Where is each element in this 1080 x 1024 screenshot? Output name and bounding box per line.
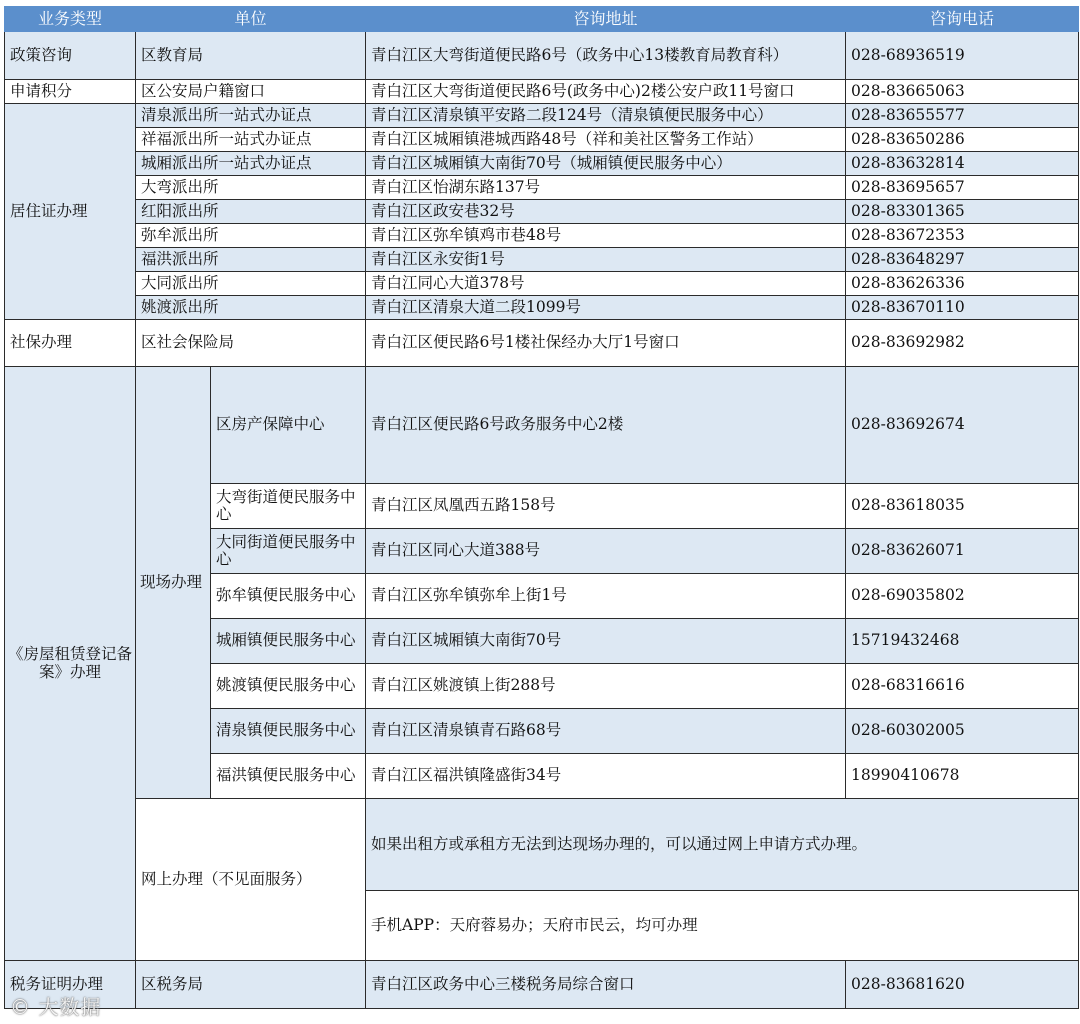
address-cell: 青白江区大弯街道便民路6号（政务中心13楼教育局教育科） [366, 32, 846, 80]
address-cell: 青白江区姚渡镇上街288号 [366, 664, 846, 709]
phone-cell: 028-83665063 [846, 80, 1079, 104]
unit-cell: 祥福派出所一站式办证点 [136, 128, 366, 152]
service-table [4, 6, 1079, 1009]
unit-cell: 福洪派出所 [136, 248, 366, 272]
table-row [5, 248, 1079, 272]
unit-cell: 城厢派出所一站式办证点 [136, 152, 366, 176]
phone-cell: 028-83692982 [846, 320, 1079, 367]
unit-cell: 区房产保障中心 [211, 367, 366, 484]
header-address: 咨询地址 [366, 7, 846, 32]
header-row [5, 7, 1079, 32]
table-row [5, 128, 1079, 152]
phone-cell: 028-83626336 [846, 272, 1079, 296]
phone-cell: 028-83626071 [846, 529, 1079, 574]
address-cell: 青白江区城厢镇大南街70号（城厢镇便民服务中心） [366, 152, 846, 176]
unit-cell: 大弯派出所 [136, 176, 366, 200]
unit-cell: 大弯街道便民服务中心 [211, 484, 366, 529]
phone-cell: 028-83632814 [846, 152, 1079, 176]
address-cell: 青白江区永安街1号 [366, 248, 846, 272]
watermark-text: 大数据 [38, 995, 102, 1019]
table-row [5, 200, 1079, 224]
address-cell: 青白江区怡湖东路137号 [366, 176, 846, 200]
phone-cell: 028-83648297 [846, 248, 1079, 272]
address-cell: 青白江区同心大道388号 [366, 529, 846, 574]
onsite-label: 现场办理 [136, 367, 211, 799]
unit-cell: 城厢镇便民服务中心 [211, 619, 366, 664]
table-row [5, 104, 1079, 128]
unit-cell: 区教育局 [136, 32, 366, 80]
address-cell: 青白江区政务中心三楼税务局综合窗口 [366, 961, 846, 1009]
watermark-icon: © [10, 995, 31, 1019]
online-note: 如果出租方或承租方无法到达现场办理的，可以通过网上申请方式办理。 [366, 799, 1079, 891]
table-row [5, 80, 1079, 104]
online-note: 手机APP：天府蓉易办；天府市民云，均可办理 [366, 891, 1079, 961]
table-row [5, 799, 1079, 891]
phone-cell: 028-68936519 [846, 32, 1079, 80]
online-label: 网上办理（不见面服务） [136, 799, 366, 961]
table-row [5, 224, 1079, 248]
header-phone: 咨询电话 [846, 7, 1079, 32]
unit-cell: 红阳派出所 [136, 200, 366, 224]
unit-cell: 姚渡镇便民服务中心 [211, 664, 366, 709]
unit-cell: 大同派出所 [136, 272, 366, 296]
address-cell: 青白江区城厢镇港城西路48号（祥和美社区警务工作站） [366, 128, 846, 152]
address-cell: 青白江区清泉镇青石路68号 [366, 709, 846, 754]
table-row [5, 272, 1079, 296]
phone-cell: 028-83692674 [846, 367, 1079, 484]
table-row [5, 320, 1079, 367]
type-cell: 申请积分 [5, 80, 136, 104]
unit-cell: 清泉派出所一站式办证点 [136, 104, 366, 128]
table-row [5, 961, 1079, 1009]
address-cell: 青白江区清泉大道二段1099号 [366, 296, 846, 320]
type-cell: 居住证办理 [5, 104, 136, 320]
address-cell: 青白江区清泉镇平安路二段124号（清泉镇便民服务中心） [366, 104, 846, 128]
table-row [5, 367, 1079, 484]
unit-cell: 弥牟镇便民服务中心 [211, 574, 366, 619]
type-cell: 税务证明办理 [5, 961, 136, 1009]
table-row [5, 296, 1079, 320]
phone-cell: 028-60302005 [846, 709, 1079, 754]
table-row [5, 152, 1079, 176]
phone-cell: 028-83618035 [846, 484, 1079, 529]
phone-cell: 028-83670110 [846, 296, 1079, 320]
address-cell: 青白江区便民路6号政务服务中心2楼 [366, 367, 846, 484]
unit-cell: 区税务局 [136, 961, 366, 1009]
phone-cell: 028-83301365 [846, 200, 1079, 224]
table-row [5, 32, 1079, 80]
address-cell: 青白江区弥牟镇鸡市巷48号 [366, 224, 846, 248]
unit-cell: 区公安局户籍窗口 [136, 80, 366, 104]
address-cell: 青白江同心大道378号 [366, 272, 846, 296]
phone-cell: 028-83650286 [846, 128, 1079, 152]
address-cell: 青白江区便民路6号1楼社保经办大厅1号窗口 [366, 320, 846, 367]
unit-cell: 姚渡派出所 [136, 296, 366, 320]
header-type: 业务类型 [5, 7, 136, 32]
phone-cell: 028-83672353 [846, 224, 1079, 248]
address-cell: 青白江区政安巷32号 [366, 200, 846, 224]
phone-cell: 028-83681620 [846, 961, 1079, 1009]
phone-cell: 028-83655577 [846, 104, 1079, 128]
unit-cell: 大同街道便民服务中心 [211, 529, 366, 574]
address-cell: 青白江区大弯街道便民路6号(政务中心)2楼公安户政11号窗口 [366, 80, 846, 104]
phone-cell: 028-83695657 [846, 176, 1079, 200]
address-cell: 青白江区弥牟镇弥牟上街1号 [366, 574, 846, 619]
address-cell: 青白江区城厢镇大南街70号 [366, 619, 846, 664]
unit-cell: 清泉镇便民服务中心 [211, 709, 366, 754]
unit-cell: 福洪镇便民服务中心 [211, 754, 366, 799]
address-cell: 青白江区福洪镇隆盛街34号 [366, 754, 846, 799]
table-row [5, 176, 1079, 200]
type-cell: 政策咨询 [5, 32, 136, 80]
phone-cell: 028-69035802 [846, 574, 1079, 619]
phone-cell: 18990410678 [846, 754, 1079, 799]
unit-cell: 区社会保险局 [136, 320, 366, 367]
unit-cell: 弥牟派出所 [136, 224, 366, 248]
phone-cell: 15719432468 [846, 619, 1079, 664]
type-cell: 社保办理 [5, 320, 136, 367]
type-cell: 《房屋租赁登记备案》办理 [5, 367, 136, 961]
address-cell: 青白江区凤凰西五路158号 [366, 484, 846, 529]
phone-cell: 028-68316616 [846, 664, 1079, 709]
header-unit: 单位 [136, 7, 366, 32]
